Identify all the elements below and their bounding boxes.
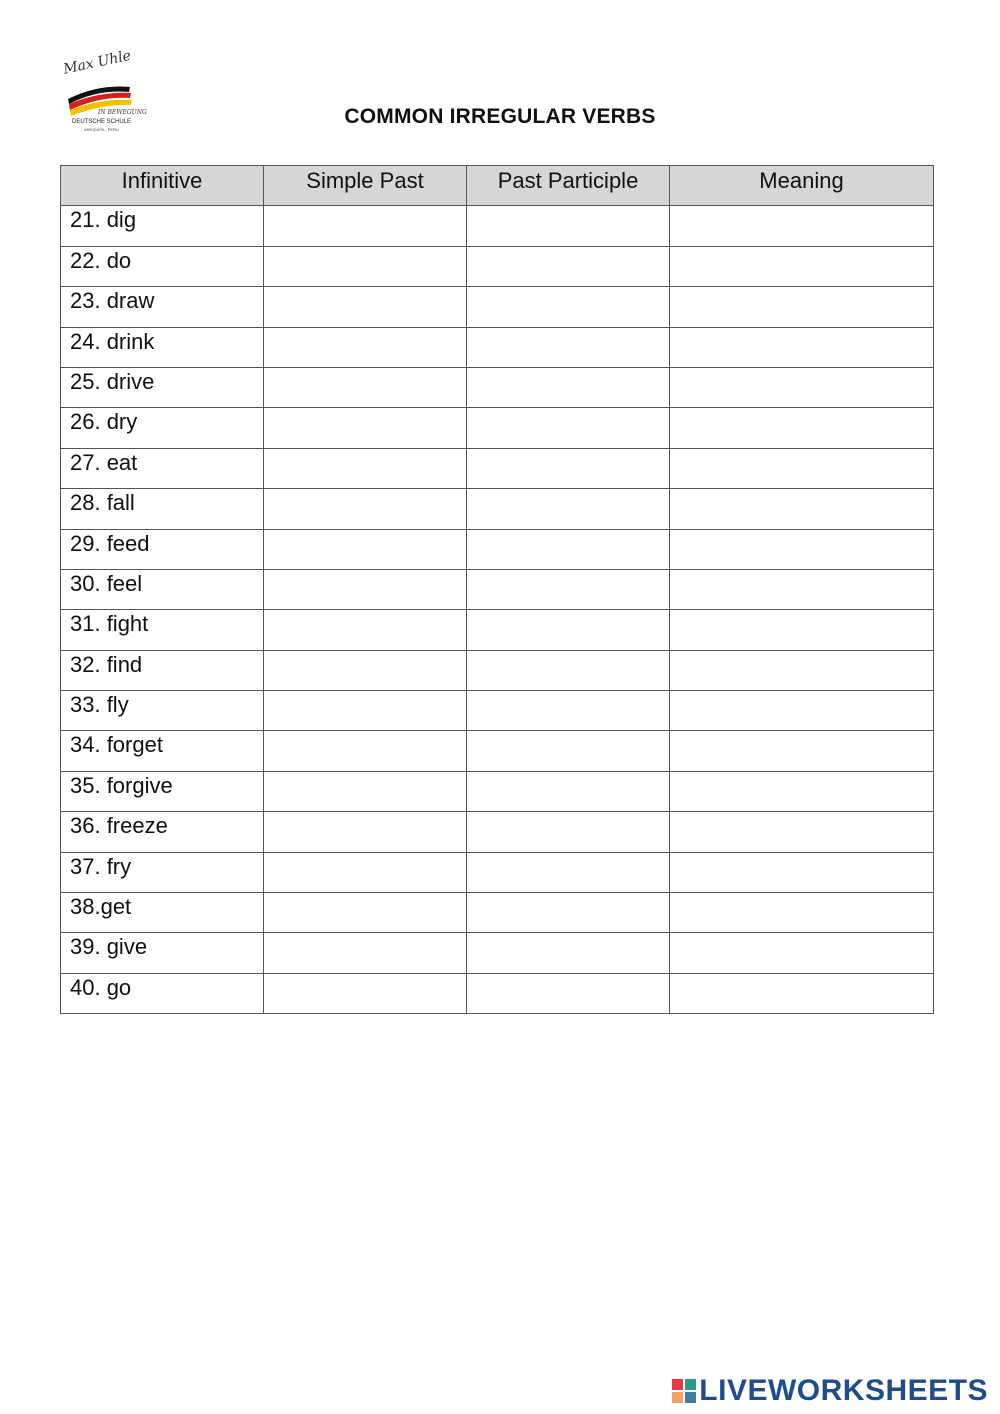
- past-participle-answer-cell[interactable]: [467, 812, 670, 852]
- simple-past-answer-cell[interactable]: [264, 610, 467, 650]
- past-participle-answer-cell[interactable]: [467, 731, 670, 771]
- table-row: [61, 933, 934, 973]
- past-participle-answer-cell[interactable]: [467, 529, 670, 569]
- meaning-answer-cell[interactable]: [670, 327, 934, 367]
- table-row: [61, 771, 934, 811]
- infinitive-cell: 27. eat: [61, 448, 264, 488]
- logo-school-name: DEUTSCHE SCHULE: [72, 119, 132, 125]
- past-participle-answer-cell[interactable]: [467, 287, 670, 327]
- infinitive-cell: 26. dry: [61, 408, 264, 448]
- table-row: [61, 327, 934, 367]
- header-past-participle: Past Participle: [467, 166, 670, 206]
- past-participle-answer-cell[interactable]: [467, 852, 670, 892]
- infinitive-cell: 36. freeze: [61, 812, 264, 852]
- infinitive-cell: 23. draw: [61, 287, 264, 327]
- infinitive-cell: 25. drive: [61, 367, 264, 407]
- table-row: [61, 246, 934, 286]
- table-header-row: [61, 166, 934, 206]
- meaning-answer-cell[interactable]: [670, 569, 934, 609]
- table-row: [61, 893, 934, 933]
- simple-past-answer-cell[interactable]: [264, 731, 467, 771]
- table-row: [61, 408, 934, 448]
- table-row: [61, 206, 934, 246]
- simple-past-answer-cell[interactable]: [264, 367, 467, 407]
- meaning-answer-cell[interactable]: [670, 691, 934, 731]
- past-participle-answer-cell[interactable]: [467, 246, 670, 286]
- infinitive-cell: 31. fight: [61, 610, 264, 650]
- infinitive-cell: 34. forget: [61, 731, 264, 771]
- meaning-answer-cell[interactable]: [670, 973, 934, 1013]
- infinitive-cell: 30. feel: [61, 569, 264, 609]
- simple-past-answer-cell[interactable]: [264, 893, 467, 933]
- simple-past-answer-cell[interactable]: [264, 327, 467, 367]
- brand-label: LIVEWORKSHEETS: [699, 1374, 988, 1407]
- past-participle-answer-cell[interactable]: [467, 771, 670, 811]
- simple-past-answer-cell[interactable]: [264, 569, 467, 609]
- past-participle-answer-cell[interactable]: [467, 650, 670, 690]
- past-participle-answer-cell[interactable]: [467, 448, 670, 488]
- logo-motto: IN BEWEGUNG: [98, 109, 147, 116]
- meaning-answer-cell[interactable]: [670, 408, 934, 448]
- table-row: [61, 448, 934, 488]
- infinitive-cell: 35. forgive: [61, 771, 264, 811]
- header-infinitive: Infinitive: [61, 166, 264, 206]
- infinitive-cell: 24. drink: [61, 327, 264, 367]
- table-row: [61, 367, 934, 407]
- header-simple-past: Simple Past: [264, 166, 467, 206]
- meaning-answer-cell[interactable]: [670, 731, 934, 771]
- meaning-answer-cell[interactable]: [670, 489, 934, 529]
- past-participle-answer-cell[interactable]: [467, 691, 670, 731]
- verbs-table: [60, 165, 934, 1014]
- past-participle-answer-cell[interactable]: [467, 408, 670, 448]
- simple-past-answer-cell[interactable]: [264, 489, 467, 529]
- table-row: [61, 650, 934, 690]
- simple-past-answer-cell[interactable]: [264, 650, 467, 690]
- page-title: COMMON IRREGULAR VERBS: [344, 105, 656, 128]
- infinitive-cell: 38.get: [61, 893, 264, 933]
- simple-past-answer-cell[interactable]: [264, 973, 467, 1013]
- meaning-answer-cell[interactable]: [670, 529, 934, 569]
- table-row: [61, 287, 934, 327]
- table-row: [61, 489, 934, 529]
- past-participle-answer-cell[interactable]: [467, 489, 670, 529]
- simple-past-answer-cell[interactable]: [264, 933, 467, 973]
- liveworksheets-brand: [672, 1374, 988, 1408]
- infinitive-cell: 37. fry: [61, 852, 264, 892]
- meaning-answer-cell[interactable]: [670, 367, 934, 407]
- meaning-answer-cell[interactable]: [670, 812, 934, 852]
- table-body: [61, 206, 934, 1014]
- past-participle-answer-cell[interactable]: [467, 327, 670, 367]
- past-participle-answer-cell[interactable]: [467, 973, 670, 1013]
- past-participle-answer-cell[interactable]: [467, 367, 670, 407]
- table-row: [61, 973, 934, 1013]
- table-row: [61, 731, 934, 771]
- meaning-answer-cell[interactable]: [670, 610, 934, 650]
- liveworksheets-logo-icon: [672, 1379, 696, 1403]
- past-participle-answer-cell[interactable]: [467, 569, 670, 609]
- simple-past-answer-cell[interactable]: [264, 448, 467, 488]
- table-row: [61, 529, 934, 569]
- infinitive-cell: 32. find: [61, 650, 264, 690]
- infinitive-cell: 22. do: [61, 246, 264, 286]
- header-meaning: Meaning: [670, 166, 934, 206]
- simple-past-answer-cell[interactable]: [264, 771, 467, 811]
- simple-past-answer-cell[interactable]: [264, 408, 467, 448]
- meaning-answer-cell[interactable]: [670, 206, 934, 246]
- infinitive-cell: 28. fall: [61, 489, 264, 529]
- past-participle-answer-cell[interactable]: [467, 610, 670, 650]
- past-participle-answer-cell[interactable]: [467, 893, 670, 933]
- meaning-answer-cell[interactable]: [670, 771, 934, 811]
- table-row: [61, 812, 934, 852]
- meaning-answer-cell[interactable]: [670, 246, 934, 286]
- past-participle-answer-cell[interactable]: [467, 206, 670, 246]
- simple-past-answer-cell[interactable]: [264, 852, 467, 892]
- meaning-answer-cell[interactable]: [670, 893, 934, 933]
- simple-past-answer-cell[interactable]: [264, 206, 467, 246]
- table-row: [61, 852, 934, 892]
- simple-past-answer-cell[interactable]: [264, 246, 467, 286]
- logo-city: AREQUIPA - PERU: [84, 127, 119, 132]
- meaning-answer-cell[interactable]: [670, 933, 934, 973]
- infinitive-cell: 33. fly: [61, 691, 264, 731]
- logo-script-text: Max Uhle: [62, 47, 133, 78]
- meaning-answer-cell[interactable]: [670, 650, 934, 690]
- past-participle-answer-cell[interactable]: [467, 933, 670, 973]
- simple-past-answer-cell[interactable]: [264, 287, 467, 327]
- infinitive-cell: 40. go: [61, 973, 264, 1013]
- meaning-answer-cell[interactable]: [670, 448, 934, 488]
- infinitive-cell: 39. give: [61, 933, 264, 973]
- meaning-answer-cell[interactable]: [670, 852, 934, 892]
- simple-past-answer-cell[interactable]: [264, 812, 467, 852]
- infinitive-cell: 21. dig: [61, 206, 264, 246]
- table-row: [61, 569, 934, 609]
- table-row: [61, 691, 934, 731]
- simple-past-answer-cell[interactable]: [264, 529, 467, 569]
- infinitive-cell: 29. feed: [61, 529, 264, 569]
- table-row: [61, 610, 934, 650]
- simple-past-answer-cell[interactable]: [264, 691, 467, 731]
- meaning-answer-cell[interactable]: [670, 287, 934, 327]
